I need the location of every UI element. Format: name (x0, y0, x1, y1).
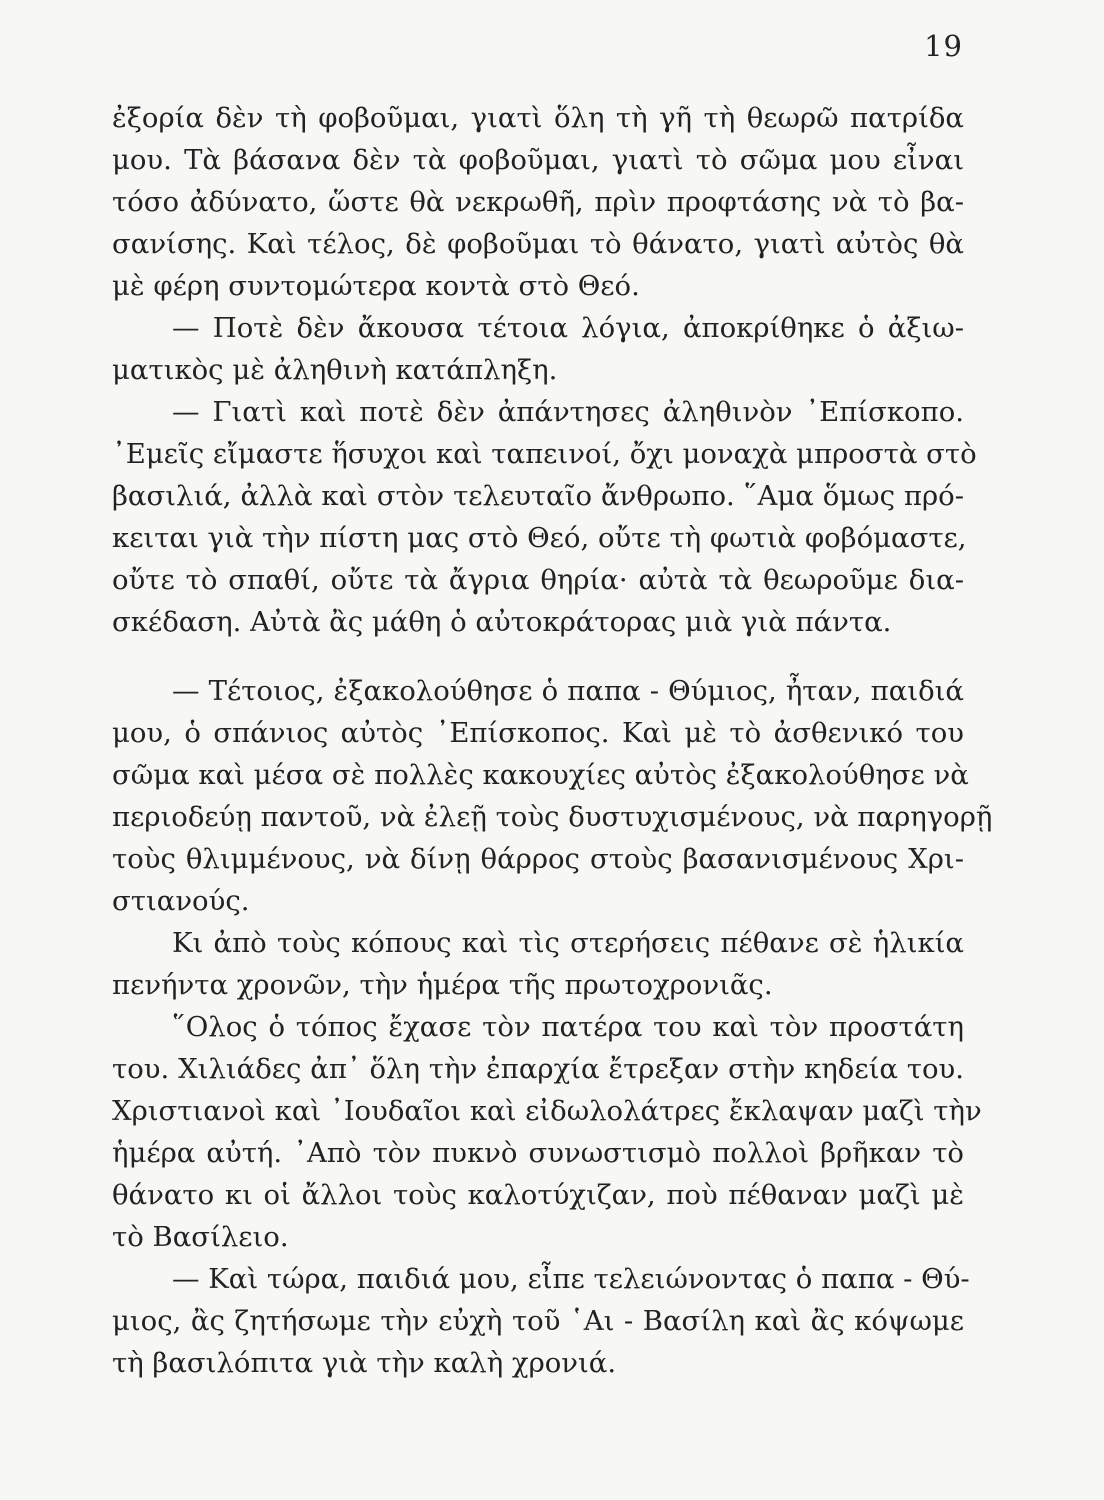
text-line: ᾿Εμεῖς εἴμαστε ἥσυχοι καὶ ταπεινοί, ὄχι μοναχὰ μπροστὰ στὸ (112, 438, 977, 470)
dialogue-line: — Τέτοιος, ἐξακολούθησε ὁ παπα - Θύμιος, ἦταν, παιδιά (172, 675, 964, 707)
text-line: μιος, ἂς ζητήσωμε τὴν εὐχὴ τοῦ ῾Αι - Βασίλη καὶ ἂς κόψωμε (112, 1305, 964, 1337)
text-line: θάνατο κι οἱ ἄλλοι τοὺς καλοτύχιζαν, ποὺ πέθαναν μαζὶ μὲ (112, 1179, 964, 1211)
text-line: σῶμα καὶ μέσα σὲ πολλὲς κακουχίες αὐτὸς ἐξακολούθησε νὰ (112, 759, 969, 791)
text-line: στιανούς. (112, 885, 250, 917)
text-line: σκέδαση. Αὐτὰ ἂς μάθη ὁ αὐτοκράτορας μιὰ γιὰ πάντα. (112, 606, 892, 638)
dialogue-line: — Γιατὶ καὶ ποτὲ δὲν ἀπάντησες ἀληθινὸν ᾿Επίσκοπο. (172, 396, 964, 428)
text-line: του. Χιλιάδες ἀπ᾿ ὅλη τὴν ἐπαρχία ἔτρεξαν στὴν κηδεία του. (112, 1053, 964, 1085)
text-line: μου. Τὰ βάσανα δὲν τὰ φοβοῦμαι, γιατὶ τὸ σῶμα μου εἶναι (112, 144, 964, 176)
text-line: τόσο ἀδύνατο, ὥστε θὰ νεκρωθῆ, πρὶν προφτάσης νὰ τὸ βα- (112, 186, 964, 218)
text-line: ἐξορία δὲν τὴ φοβοῦμαι, γιατὶ ὅλη τὴ γῆ τὴ θεωρῶ πατρίδα (112, 102, 964, 134)
text-line: μου, ὁ σπάνιος αὐτὸς ᾿Επίσκοπος. Καὶ μὲ τὸ ἀσθενικό του (112, 717, 964, 749)
text-line: Χριστιανοὶ καὶ ᾿Ιουδαῖοι καὶ εἰδωλολάτρες ἔκλαψαν μαζὶ τὴν (112, 1095, 982, 1127)
dialogue-line: — Καὶ τώρα, παιδιά μου, εἶπε τελειώνοντας ὁ παπα - Θύ- (172, 1263, 970, 1295)
paragraph-start-line: Κι ἀπὸ τοὺς κόπους καὶ τὶς στερήσεις πέθανε σὲ ἡλικία (172, 927, 964, 959)
text-line: οὔτε τὸ σπαθί, οὔτε τὰ ἄγρια θηρία· αὐτὰ τὰ θεωροῦμε δια- (112, 564, 964, 596)
text-line: ματικὸς μὲ ἀληθινὴ κατάπληξη. (112, 354, 558, 386)
text-line: σανίσης. Καὶ τέλος, δὲ φοβοῦμαι τὸ θάνατο, γιατὶ αὐτὸς θὰ (112, 228, 964, 260)
text-line: τοὺς θλιμμένους, νὰ δίνῃ θάρρος στοὺς βασανισμένους Χρι- (112, 843, 964, 875)
text-line: μὲ φέρη συντομώτερα κοντὰ στὸ Θεό. (112, 270, 640, 302)
text-line: περιοδεύῃ παντοῦ, νὰ ἐλεῇ τοὺς δυστυχισμένους, νὰ παρηγορῇ (112, 801, 993, 833)
text-line: ἡμέρα αὐτή. ᾿Απὸ τὸν πυκνὸ συνωστισμὸ πολλοὶ βρῆκαν τὸ (112, 1137, 964, 1169)
text-line: τὸ Βασίλειο. (112, 1221, 289, 1253)
text-line: πενήντα χρονῶν, τὴν ἡμέρα τῆς πρωτοχρονιᾶς. (112, 969, 773, 1001)
text-line: τὴ βασιλόπιτα γιὰ τὴν καλὴ χρονιά. (112, 1347, 617, 1379)
text-line: βασιλιά, ἀλλὰ καὶ στὸν τελευταῖο ἄνθρωπο. ῞Αμα ὅμως πρό- (112, 480, 964, 512)
paragraph-start-line: ῞Ολος ὁ τόπος ἔχασε τὸν πατέρα του καὶ τὸν προστάτη (172, 1011, 964, 1043)
dialogue-line: — Ποτὲ δὲν ἄκουσα τέτοια λόγια, ἀποκρίθηκε ὁ ἀξιω- (172, 312, 964, 344)
text-line: κειται γιὰ τὴν πίστη μας στὸ Θεό, οὔτε τὴ φωτιὰ φοβόμαστε, (112, 522, 967, 554)
page-number: 19 (924, 29, 963, 63)
